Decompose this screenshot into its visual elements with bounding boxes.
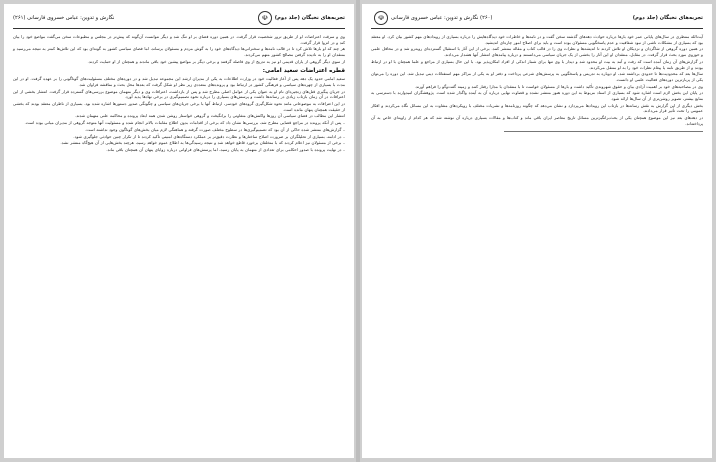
right-header-author-group bbox=[371, 11, 492, 25]
paragraph: انتشار این مطالب در فضای سیاسی آن روزها واکنش‌های متفاوتی را برانگیخت و گروهی خواستار روشن شدن همه ابعاد پرونده و محاکمه علنی متهمان شدند. bbox=[74, 113, 345, 119]
emblem-icon: ☫ bbox=[258, 11, 272, 25]
bullet-paragraph: – برخی از مسئولان نیز اعلام کردند که با متخلفان برخورد قاطع خواهد شد و نتیجه رسیدگی‌ها به اطلاع عموم خواهد رسید، هرچند بخش‌هایی از آن هیچ‌گاه منتشر نشد. bbox=[60, 140, 345, 146]
bullet-paragraph: – پس از آنکه پرونده در مراجع قضایی مطرح شد، بررسی‌ها نشان داد که برخی از اقدامات بدون اطلاع مقامات بالاتر انجام شده و مسئولیت آنها متوجه گروهی از مدیران میانی بوده است. bbox=[24, 120, 345, 126]
paragraph: سعید امامی حدود یک دهه پس از آغاز فعالیت خود در وزارت اطلاعات به یکی از مدیران ارشد این مجموعه تبدیل شد و در دوره‌های مختلف مسئولیت‌های گوناگونی را بر عهده گرفت. او در این مدت با بسیاری از چهره‌های سیاسی و فرهنگی کشور در ارتباط بود و پرونده‌های متعددی زیر نظر او شکل گرفت که بعدها محل بحث و مناقشه فراوان شد. bbox=[13, 76, 345, 87]
right-page-body bbox=[371, 34, 703, 132]
bullet-paragraph: – در ادامه، بسیاری از تحلیلگران بر ضرورت اصلاح ساختارها و نظارت دقیق‌تر بر عملکرد دستگاه‌های امنیتی تأکید کردند تا از تکرار چنین حوادثی جلوگیری شود. bbox=[73, 133, 345, 139]
left-page-body bbox=[13, 34, 345, 153]
left-header-author: نگارش و تدوین: عباس خسروی فارسانی (۲۶۱) bbox=[13, 15, 115, 21]
paragraph: در جریان پیگیری قتل‌های زنجیره‌ای نام او به عنوان یکی از عوامل اصلی مطرح شد و پس از بازداشت، اعترافات وی و دیگر متهمان موضوع بررسی‌های گسترده قرار گرفت. انتشار بخشی از این اعترافات در آن زمان بازتاب زیادی در رسانه‌ها داشت و پرسش‌های بسیاری را درباره نحوه تصمیم‌گیری در برخی نهادها پدید آورد. bbox=[13, 88, 345, 100]
paragraph: در گزارش‌های آن زمان آمده است که رفت و آمد به بیت او محدود شد و دیدار با وی تنها برای شمار اندکی از افراد امکان‌پذیر بود. با این حال بسیاری از مراجع و علما همچنان با او در ارتباط بودند و از طریق نامه یا پیغام نظرات خود را به او منتقل می‌کردند. bbox=[371, 58, 703, 70]
paragraph: در دهه‌های بعد نیز این موضوع همچنان یکی از بحث‌برانگیزترین مسائل تاریخ معاصر ایران باقی ماند و کتاب‌ها و مقالات بسیاری درباره آن نوشته شد که هر کدام از زاویه‌ای خاص به آن پرداخته‌اند. bbox=[371, 115, 703, 126]
book-gutter bbox=[356, 0, 360, 462]
paragraph: در این اعترافات به موضوعاتی مانند نحوه شکل‌گیری گروه‌های خودسر، ارتباط آنها با برخی جریان‌های سیاسی و چگونگی صدور دستورها اشاره شده بود. بسیاری از ناظران معتقد بودند که بخشی از حقیقت همچنان پنهان مانده است. bbox=[13, 101, 345, 112]
left-header-title: تجربه‌های نخبگان (جلد دوم) bbox=[274, 15, 345, 21]
bullet-paragraph: – در نهایت پرونده با صدور احکامی برای تعدادی از متهمان به پایان رسید، اما پرسش‌های فراوانی درباره زوایای پنهان آن همچنان باقی ماند. bbox=[106, 146, 345, 152]
paragraph: وی و سرقت اعتراضات او از طریق ترور شخصیت قرار گرفت. در همین دوره فضای بر او تنگ شد و دیگر نتوانست آن‌گونه که پیش‌تر در مجلس و مطبوعات سخن می‌گفت مواضع خود را بیان کند و در انزوا قرار گرفت. bbox=[13, 34, 345, 45]
footnote-divider bbox=[504, 131, 703, 132]
right-header-title-group bbox=[633, 15, 703, 21]
paragraph: در همین دوره گروهی از شاگردان و نزدیکان او تلاش کردند تا اندیشه‌ها و نظرات وی را در قالب کتاب و مقاله منتشر کنند. برخی از این آثار با استقبال گسترده‌ای روبه‌رو شد و در محافل علمی و حوزوی مورد بحث قرار گرفت. در مقابل، منتقدان او این آثار را بخشی از یک جریان سیاسی می‌دانستند و درباره پیامدهای انتشار آنها هشدار می‌دادند. bbox=[371, 46, 703, 58]
paragraph: سال‌ها بعد که محدودیت‌ها تا حدودی برداشته شد، او دوباره به تدریس و پاسخگویی به پرسش‌های شرعی پرداخت و دفتر او به یکی از مراکز مهم استفتائات دینی تبدیل شد. این دوره را می‌توان یکی از پربارترین دوره‌های فعالیت علمی او دانست. bbox=[371, 71, 703, 82]
section-title: قطره اعتراضات سعید امامی: bbox=[262, 67, 345, 74]
paragraph: وی در مصاحبه‌های خود بر اهمیت آزادی بیان و حقوق شهروندی تأکید داشت و بارها از مسئولان خواست تا با منتقدان با مدارا رفتار کنند و زمینه گفت‌وگو را فراهم آورند. bbox=[414, 83, 703, 89]
paragraph: از سوی دیگر گروهی از یاران قدیمی او نیز به تدریج از وی فاصله گرفتند و برخی دیگر بر مواضع پیشین خود باقی ماندند و همچنان از او حمایت کردند. bbox=[87, 58, 345, 64]
paragraph: در پایان این بخش لازم است اشاره شود که بسیاری از اسناد مربوط به این دوره هنوز منتشر نشده و قضاوت نهایی درباره آن به آینده واگذار شده است. پژوهشگران امیدوارند با دسترسی به منابع بیشتر، تصویر روشن‌تری از آن سال‌ها ارائه شود. bbox=[371, 90, 703, 102]
right-page-header bbox=[371, 10, 703, 29]
left-header-title-group bbox=[255, 11, 345, 25]
emblem-icon: ☫ bbox=[374, 11, 388, 25]
paragraph: هر چند که او بارها تلاش کرد تا در قالب نامه‌ها و سخنرانی‌ها دیدگاه‌های خود را به گوش مردم و مسئولان برساند، اما فضای سیاسی کشور به گونه‌ای بود که این تلاش‌ها کمتر به نتیجه می‌رسید و منتقدان او را به نادیده گرفتن مصالح کشور متهم می‌کردند. bbox=[13, 46, 345, 58]
right-header-title: تجربه‌های نخبگان (جلد دوم) bbox=[632, 15, 703, 21]
bullet-paragraph: – گزارش‌های منتشر شده حاکی از آن بود که تصمیم‌گیری‌ها در سطوح مختلف صورت گرفته و هماهنگی لازم میان بخش‌های گوناگون وجود نداشته است. bbox=[85, 126, 345, 132]
right-page bbox=[362, 4, 712, 458]
right-header-author: (۲۶۰) نگارش و تدوین: عباس خسروی فارسانی bbox=[391, 15, 493, 21]
left-page bbox=[4, 4, 354, 458]
paragraph: آیت‌الله منتظری در سال‌های پایانی عمر خود بارها درباره حوادث دهه‌های گذشته سخن گفت و در نامه‌ها و خاطرات خود دیدگاه‌هایش را درباره بسیاری از رویدادهای مهم کشور بیان کرد. او معتقد بود که بسیاری از مشکلات ناشی از نبود شفافیت و عدم پاسخگویی مسئولان بوده است و باید برای اصلاح امور چاره‌ای اندیشید. bbox=[371, 34, 703, 45]
left-page-header bbox=[13, 10, 345, 29]
paragraph: بخش دیگری از این گزارش به نقش رسانه‌ها در بازتاب این رویدادها می‌پردازد و نشان می‌دهد که چگونه روزنامه‌ها و نشریات مختلف با رویکردهای متفاوت به این مسائل نگاه می‌کردند و افکار عمومی را تحت تأثیر قرار می‌دادند. bbox=[371, 102, 703, 114]
